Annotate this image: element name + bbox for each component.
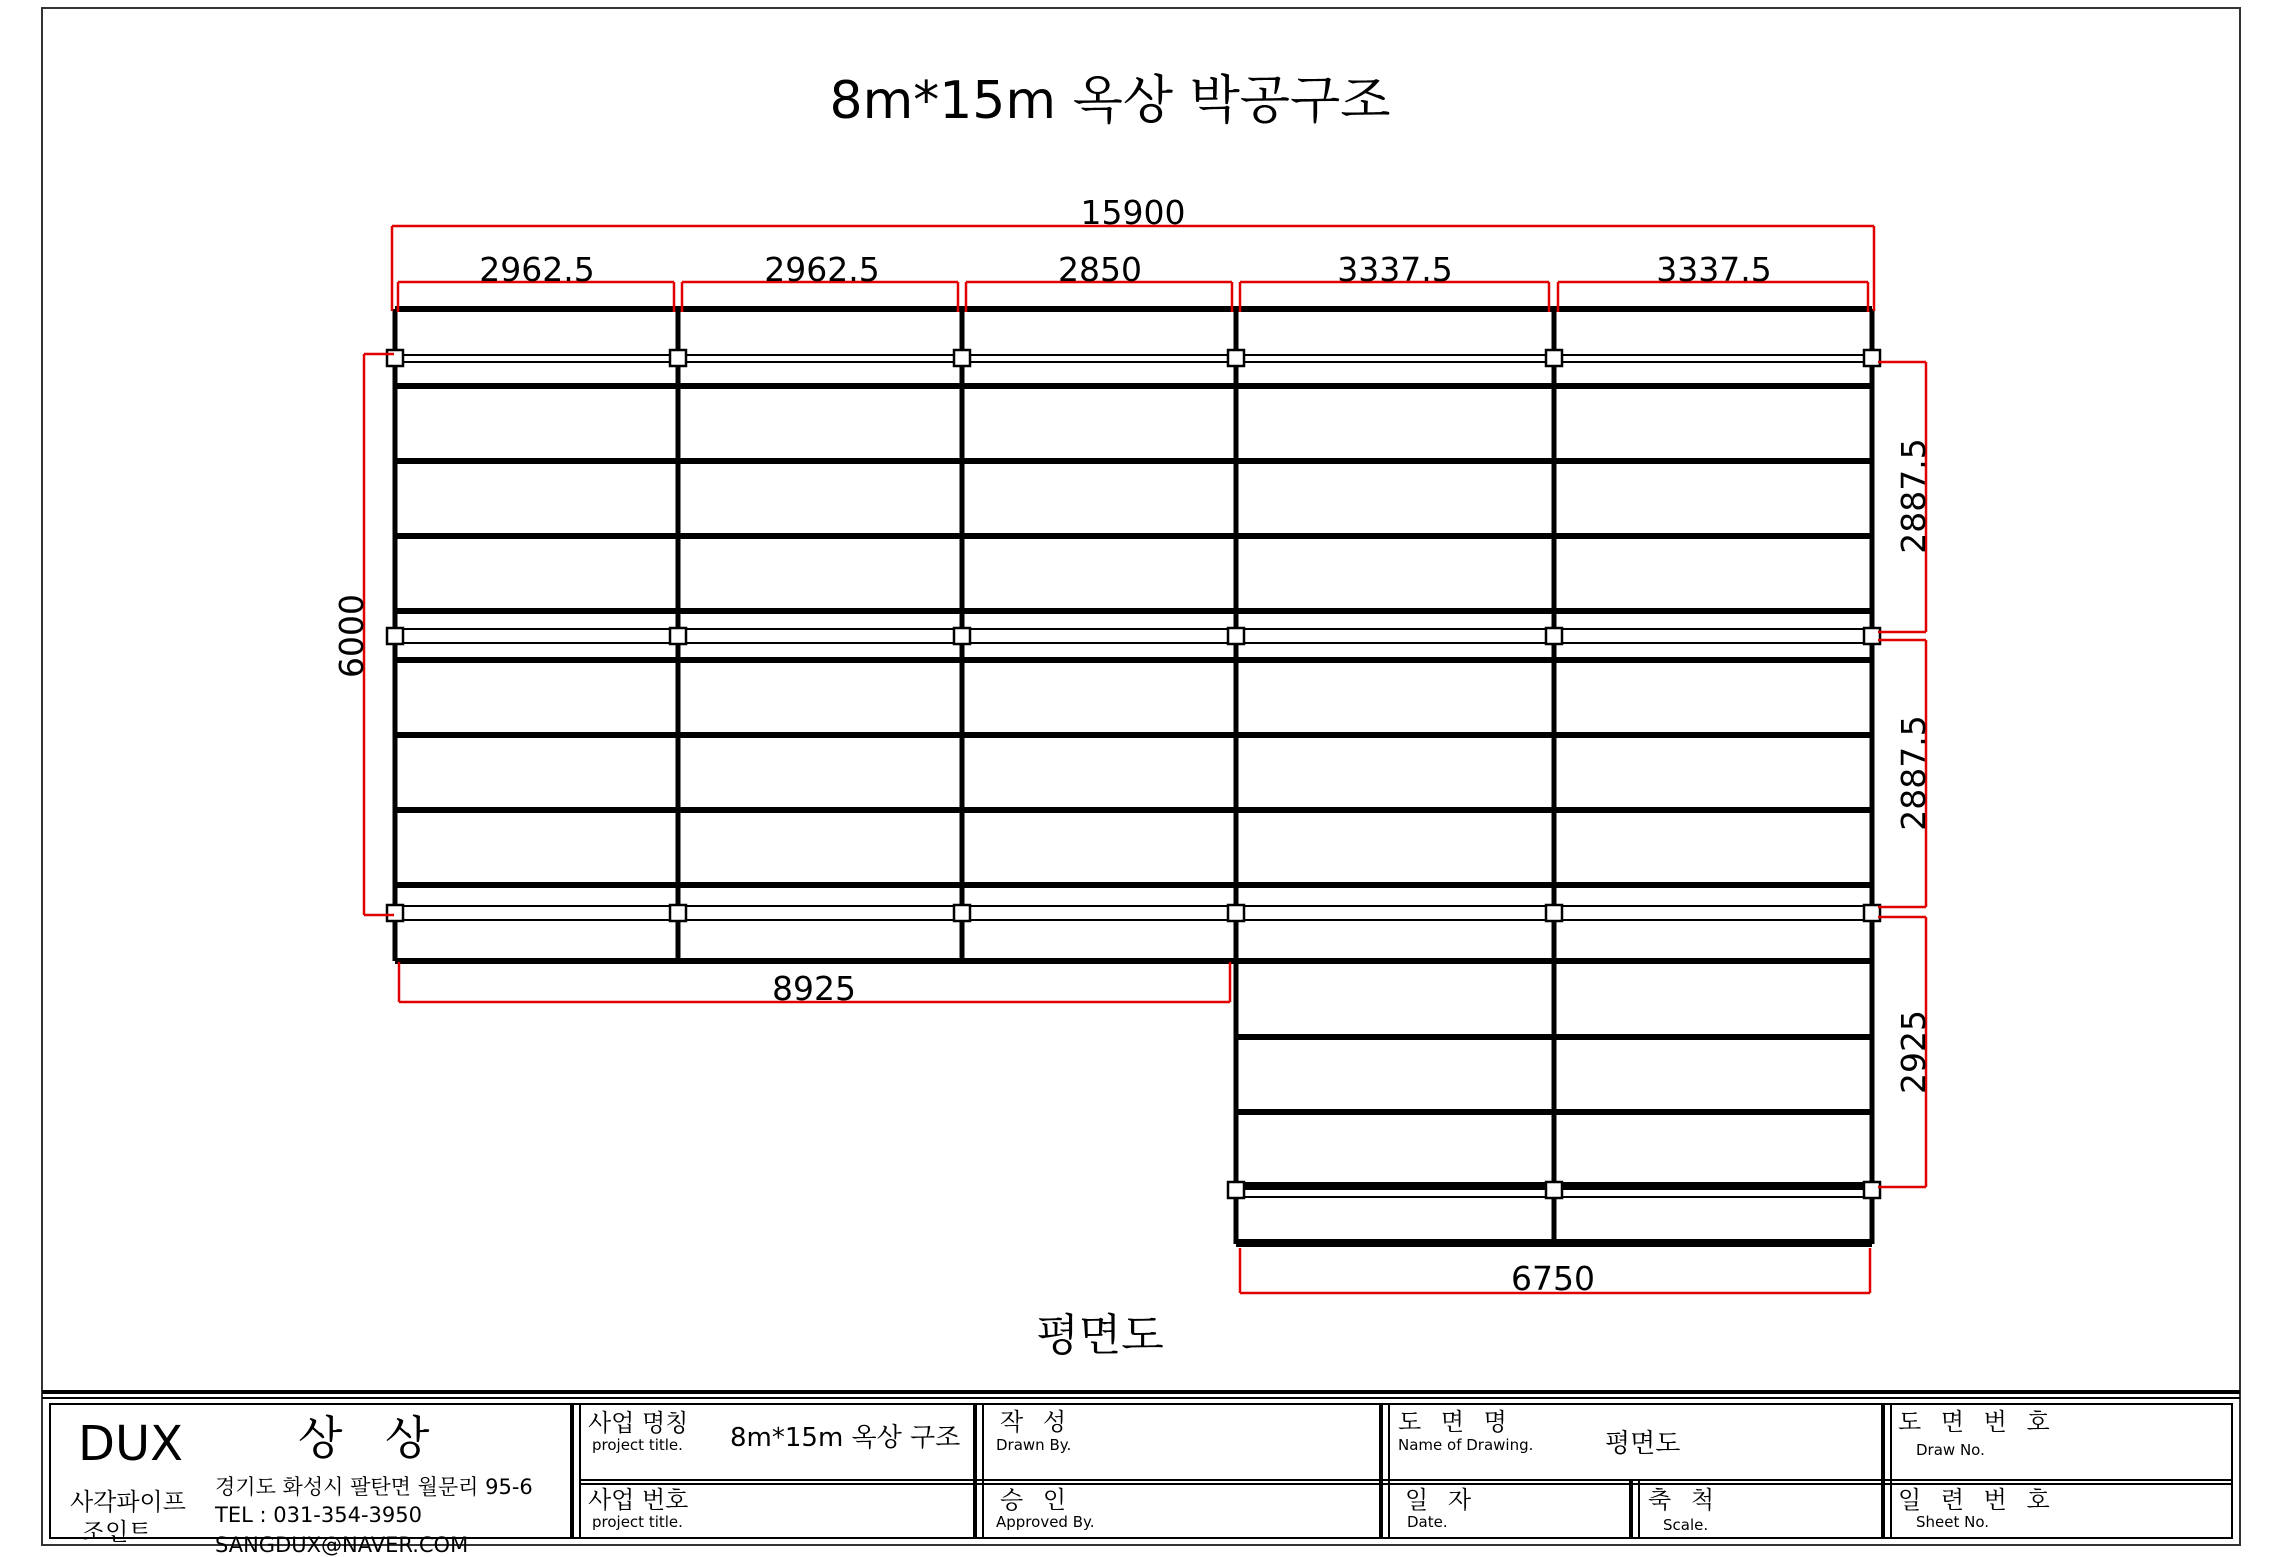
drawing-title: 8m*15m 옥상 박공구조 bbox=[829, 71, 1391, 131]
drawing-name-value: 평면도 bbox=[1605, 1429, 1681, 1459]
project-no-label-en: project title. bbox=[592, 1513, 683, 1531]
date-label-en: Date. bbox=[1407, 1513, 1448, 1531]
scale-label: 축 척 bbox=[1648, 1486, 1720, 1514]
company-tel: TEL : 031-354-3950 bbox=[215, 1503, 422, 1527]
dim-right-segment-1: 2887.5 bbox=[1894, 438, 1933, 554]
joint-connector bbox=[670, 628, 686, 644]
joint-connector bbox=[954, 350, 970, 366]
drawing-no-label-en: Draw No. bbox=[1916, 1441, 1985, 1459]
drawing-caption: 평면도 bbox=[1036, 1310, 1164, 1361]
joint-connector bbox=[1864, 350, 1880, 366]
company-type-line1: 사각파이프 bbox=[70, 1488, 186, 1516]
joint-connector bbox=[387, 628, 403, 644]
scale-label-en: Scale. bbox=[1663, 1516, 1709, 1534]
company-type-line2: 조인트 bbox=[82, 1518, 152, 1546]
drawing-name-label: 도 면 명 bbox=[1398, 1408, 1513, 1436]
dim-bay-3: 2850 bbox=[1058, 250, 1142, 289]
drawing-name-label-en: Name of Drawing. bbox=[1398, 1436, 1534, 1454]
date-label: 일 자 bbox=[1405, 1486, 1477, 1514]
plan-structure bbox=[387, 309, 1880, 1244]
project-name-label: 사업 명칭 bbox=[588, 1409, 689, 1437]
company-address: 경기도 화성시 팔탄면 월문리 95-6 bbox=[215, 1475, 533, 1499]
dim-overall-width: 15900 bbox=[1080, 193, 1186, 232]
project-no-label: 사업 번호 bbox=[588, 1486, 689, 1514]
dim-bottom-left: 8925 bbox=[772, 969, 856, 1008]
project-name-label-en: project title. bbox=[592, 1436, 683, 1454]
joint-connector bbox=[1546, 628, 1562, 644]
joint-connector bbox=[1864, 628, 1880, 644]
company-email: SANGDUX@NAVER.COM bbox=[215, 1533, 469, 1557]
joint-connector bbox=[1228, 905, 1244, 921]
joint-connector bbox=[387, 905, 403, 921]
joint-connector bbox=[1546, 1182, 1562, 1198]
drawn-by-label-en: Drawn By. bbox=[996, 1436, 1072, 1454]
joint-connector bbox=[670, 350, 686, 366]
joint-connector bbox=[954, 905, 970, 921]
dim-bay-5: 3337.5 bbox=[1656, 250, 1772, 289]
joint-connector bbox=[1228, 1182, 1244, 1198]
company-logo: DUX bbox=[78, 1416, 183, 1472]
joint-connector bbox=[954, 628, 970, 644]
joint-connector bbox=[1228, 350, 1244, 366]
drawn-by-label: 작 성 bbox=[1000, 1408, 1072, 1436]
joint-connector bbox=[387, 350, 403, 366]
joint-connector bbox=[1546, 350, 1562, 366]
joint-connector bbox=[1546, 905, 1562, 921]
company-name: 상 상 bbox=[298, 1411, 444, 1465]
drawing-no-label: 도 면 번 호 bbox=[1898, 1408, 2056, 1436]
approved-by-label: 승 인 bbox=[1000, 1486, 1072, 1514]
dim-bay-2: 2962.5 bbox=[764, 250, 880, 289]
sheet-no-label: 일 련 번 호 bbox=[1898, 1486, 2056, 1514]
dim-right-segment-2: 2887.5 bbox=[1894, 715, 1933, 831]
dim-left-depth: 6000 bbox=[332, 594, 371, 678]
project-name-value: 8m*15m 옥상 구조 bbox=[730, 1423, 961, 1453]
sheet-no-label-en: Sheet No. bbox=[1916, 1513, 1990, 1531]
joint-connector bbox=[1228, 628, 1244, 644]
dim-bay-1: 2962.5 bbox=[479, 250, 595, 289]
joint-connector bbox=[1864, 1182, 1880, 1198]
joint-connector bbox=[670, 905, 686, 921]
joint-connector bbox=[1864, 905, 1880, 921]
dim-bay-4: 3337.5 bbox=[1337, 250, 1453, 289]
approved-by-label-en: Approved By. bbox=[996, 1513, 1095, 1531]
dim-right-segment-3: 2925 bbox=[1894, 1010, 1933, 1094]
dim-bottom-right: 6750 bbox=[1511, 1259, 1595, 1298]
